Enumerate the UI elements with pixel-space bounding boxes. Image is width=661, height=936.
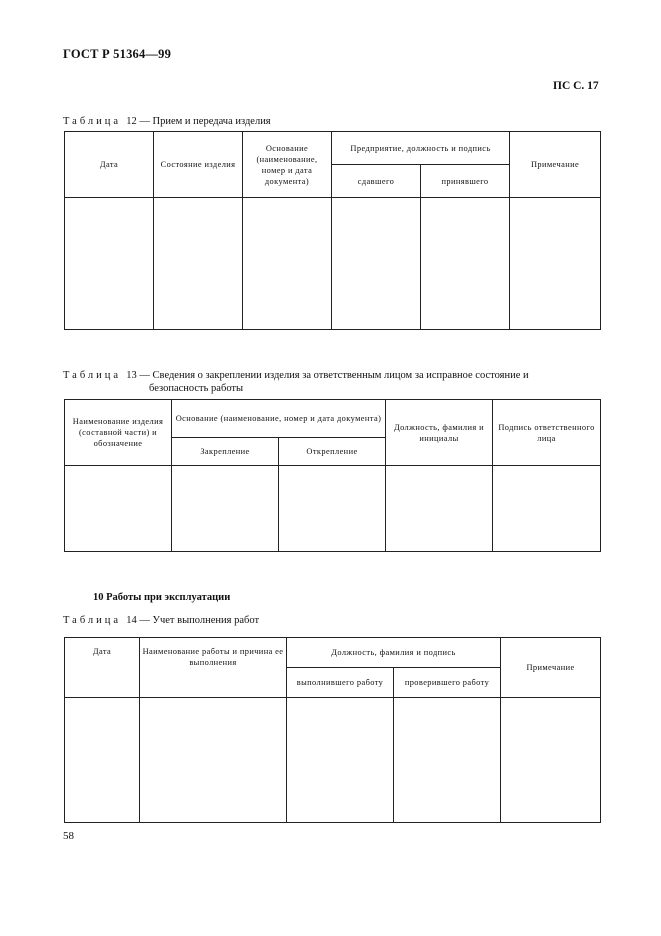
table12-header-note: Примечание [510,132,601,198]
table13-caption-word: Таблица [63,370,122,381]
document-code: ГОСТ Р 51364—99 [63,47,172,61]
table12-caption-text: 12 — Прием и передача изделия [126,116,271,127]
table14-caption-word: Таблица [63,615,122,626]
table14-header-work: Наименование работы и причина ее выполнения [140,638,287,698]
table13-caption [63,369,603,382]
table14-header-note: Примечание [501,638,601,698]
table12-header-received: принявшего [421,165,510,198]
page-number: 58 [63,830,74,842]
table14-cell [501,698,601,823]
table12-cell [243,198,332,330]
table13-header-position: Должность, фамилия и инициалы [386,400,493,466]
table12-header-state: Состояние изделия [154,132,243,198]
table13-header-assign: Закрепление [172,438,279,466]
table12-header-handed: сдавшего [332,165,421,198]
table12-cell [154,198,243,330]
table12-cell [421,198,510,330]
table13-header-signature: Подпись ответственного лица [493,400,601,466]
table13-header-item: Наименование изделия (составной части) и обозначение [65,400,172,466]
table14-header-person: Должность, фамилия и подпись [287,638,501,668]
table12-caption-word: Таблица [63,116,122,127]
table13-header-basis: Основание (наименование, номер и дата документа) [172,400,386,438]
table14 [64,637,601,823]
table13-caption-text: 13 — Сведения о закреплении изделия за ответственным лицом за исправное состояние и [126,370,529,381]
table13-cell [493,466,601,552]
table14-header-performed: выполнившего работу [287,668,394,698]
table12-cell [332,198,421,330]
table12-cell [65,198,154,330]
table12-caption [63,115,271,128]
table14-cell [140,698,287,823]
table14-caption [63,614,259,627]
table13-cell [279,466,386,552]
table13-header-unassign: Открепление [279,438,386,466]
table12-header-basis: Основание (наименование, номер и дата документа) [243,132,332,198]
table13-cell [386,466,493,552]
table14-header-date: Дата [65,638,140,698]
table13 [64,399,601,552]
table12 [64,131,601,330]
table13-cell [172,466,279,552]
table14-cell [287,698,394,823]
table14-header-checked: проверившего работу [394,668,501,698]
section-title: 10 Работы при эксплуатации [93,592,231,603]
table14-cell [65,698,140,823]
table12-header-date: Дата [65,132,154,198]
table14-cell [394,698,501,823]
table13-caption-line2: безопасность работы [149,383,244,394]
table13-cell [65,466,172,552]
table12-header-org: Предприятие, должность и подпись [332,132,510,165]
table12-cell [510,198,601,330]
table14-caption-text: 14 — Учет выполнения работ [126,615,260,626]
page-reference: ПС С. 17 [553,80,599,92]
